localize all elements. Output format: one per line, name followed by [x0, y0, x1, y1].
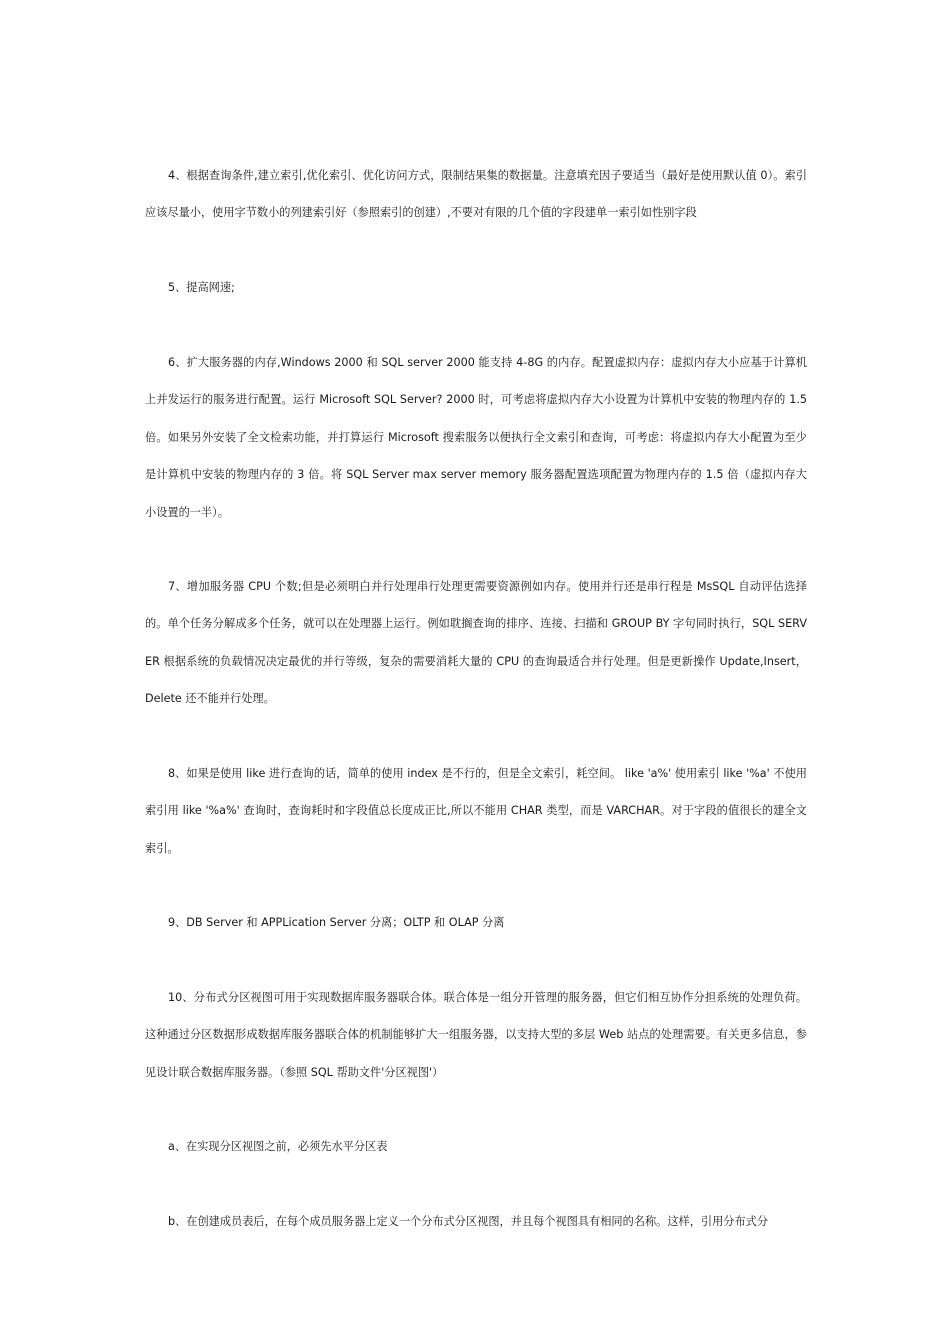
paragraph-b-member-tables: b、在创建成员表后，在每个成员服务器上定义一个分布式分区视图，并且每个视图具有相同的名称。这样，引用分布式分: [168, 1215, 769, 1228]
paragraph-8-like-query: 8、如果是使用 like 进行查询的话，简单的使用 index 是不行的，但是全文索引，耗空间。 like 'a%' 使用索引 like '%a' 不使用索引用 like '%a%' 查询时，查询耗时和字段值总长度成正比,所以不能用 CHAR 类型，而是 VARCHAR。对于字段的值很长的建全文索引。: [145, 767, 807, 855]
paragraph-7-server-cpu: 7、增加服务器 CPU 个数;但是必须明白并行处理串行处理更需要资源例如内存。使用并行还是串行程是 MsSQL 自动评估选择的。单个任务分解成多个任务，就可以在处理器上运行。例如耽搁查询的排序、连接、扫描和 GROUP BY 字句同时执行，SQL SERVER 根据系统的负载情况决定最优的并行等级，复杂的需要消耗大量的 CPU 的查询最适合并行处理。但是更新操作 Update,Insert， Delete 还不能并行处理。: [145, 580, 807, 706]
paragraph-a-horizontal-partition: a、在实现分区视图之前，必须先水平分区表: [168, 1140, 388, 1153]
paragraph-4-index-optimization: 4、根据查询条件,建立索引,优化索引、优化访问方式，限制结果集的数据量。注意填充因子要适当（最好是使用默认值 0）。索引应该尽量小，使用字节数小的列建索引好（参照索引的创建）,不要对有限的几个值的字段建单一索引如性别字段: [145, 169, 807, 220]
paragraph-9-server-separation: 9、DB Server 和 APPLication Server 分离；OLTP 和 OLAP 分离: [168, 916, 505, 929]
paragraph-10-partitioned-views: 10、分布式分区视图可用于实现数据库服务器联合体。联合体是一组分开管理的服务器，但它们相互协作分担系统的处理负荷。这种通过分区数据形成数据库服务器联合体的机制能够扩大一组服务器，以支持大型的多层 Web 站点的处理需要。有关更多信息，参见设计联合数据库服务器。（参照 SQL 帮助文件'分区视图'）: [145, 991, 807, 1079]
paragraph-6-server-memory: 6、扩大服务器的内存,Windows 2000 和 SQL server 2000 能支持 4-8G 的内存。配置虚拟内存：虚拟内存大小应基于计算机上并发运行的服务进行配置。运行 Microsoft SQL Server? 2000 时，可考虑将虚拟内存大小设置为计算机中安装的物理内存的 1.5 倍。如果另外安装了全文检索功能，并打算运行 Microsoft 搜索服务以便执行全文索引和查询，可考虑：将虚拟内存大小配置为至少是计算机中安装的物理内存的 3 倍。将 SQL Server max server memory 服务器配置选项配置为物理内存的 1.5 倍（虚拟内存大小设置的一半）。: [145, 356, 807, 519]
paragraph-5-network-speed: 5、提高网速;: [168, 281, 235, 294]
